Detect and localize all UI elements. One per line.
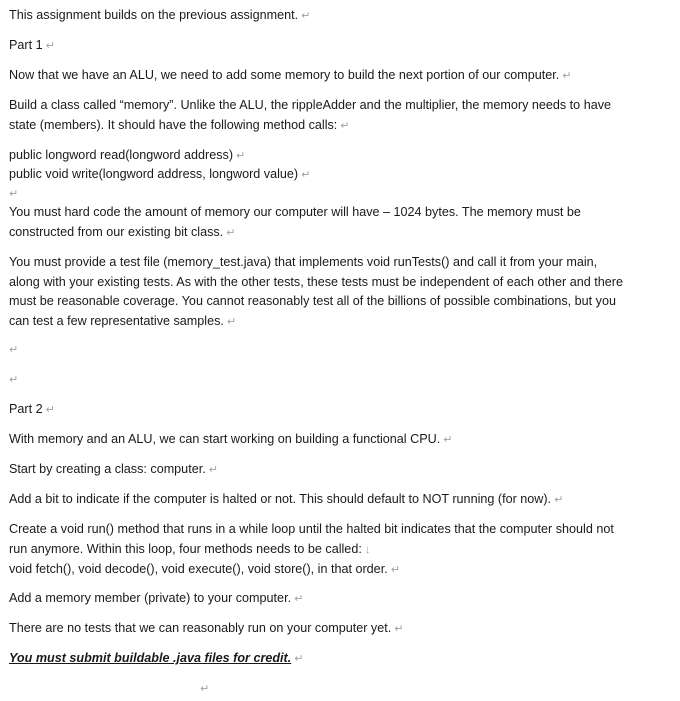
test-file-paragraph xyxy=(9,253,624,332)
no-tests-text: There are no tests that we can reasonably run on your computer yet. xyxy=(9,621,392,635)
method-write-text: public void write(longword address, longword value) xyxy=(9,167,299,181)
paragraph-mark-icon: ↵ xyxy=(554,494,564,506)
paragraph-mark-icon: ↵ xyxy=(340,119,350,132)
part1-heading-text: Part 1 xyxy=(9,38,43,52)
part2-heading xyxy=(9,400,649,421)
paragraph-mark-icon: ↵ xyxy=(45,404,55,416)
halted-bit-text: Add a bit to indicate if the computer is halted or not. This should default to NOT running (for now). xyxy=(9,492,552,506)
paragraph-mark-icon: ↵ xyxy=(208,464,218,476)
submit-text: You must submit buildable .java files for credit. xyxy=(9,651,292,665)
build-class-text: Build a class called “memory”. Unlike the ALU, the rippleAdder and the multiplier, the memory needs to have state (members). It should have the following method calls: xyxy=(9,98,611,132)
paragraph-mark-icon: ↵ xyxy=(9,344,19,356)
paragraph-mark-icon: ↵ xyxy=(45,40,55,52)
empty-paragraph xyxy=(9,370,649,391)
paragraph-mark-icon: ↵ xyxy=(236,150,246,162)
paragraph-mark-icon: ↵ xyxy=(390,564,400,577)
method-write-line xyxy=(9,165,649,186)
method-read-text: public longword read(longword address) xyxy=(9,148,234,162)
paragraph-mark-icon: ↵ xyxy=(200,683,210,695)
paragraph-mark-icon: ↵ xyxy=(301,169,311,181)
build-class-paragraph xyxy=(9,96,639,136)
empty-paragraph xyxy=(9,184,649,205)
paragraph-mark-icon: ↵ xyxy=(9,188,19,200)
intro-text: This assignment builds on the previous assignment. xyxy=(9,8,299,22)
paragraph-mark-icon: ↵ xyxy=(562,70,572,82)
test-file-text: You must provide a test file (memory_test.java) that implements void runTests() and call it from your main, along with your existing tests. As with the other tests, these tests must be independent of each other and there must be reasonable coverage. You cannot reasonably test all of the billions of possible combinations, but you can test a few representative samples. xyxy=(9,255,623,328)
part1-heading xyxy=(9,36,649,57)
alu-intro-text: Now that we have an ALU, we need to add some memory to build the next portion of our computer. xyxy=(9,68,560,82)
empty-paragraph xyxy=(200,679,240,700)
run-method-paragraph xyxy=(9,520,619,581)
paragraph-mark-icon: ↵ xyxy=(301,10,311,22)
paragraph-mark-icon: ↵ xyxy=(226,315,237,328)
submit-paragraph xyxy=(9,649,649,670)
cpu-intro-text: With memory and an ALU, we can start working on building a functional CPU. xyxy=(9,432,441,446)
hardcode-text: You must hard code the amount of memory our computer will have – 1024 bytes. The memory must be constructed from our existing bit class. xyxy=(9,205,581,239)
line-break-mark-icon: ↓ xyxy=(364,543,371,556)
paragraph-mark-icon: ↵ xyxy=(226,226,236,239)
part2-heading-text: Part 2 xyxy=(9,402,43,416)
method-read-line xyxy=(9,146,649,167)
paragraph-mark-icon: ↵ xyxy=(443,434,453,446)
memory-member-paragraph xyxy=(9,589,649,610)
intro-paragraph xyxy=(9,6,649,27)
start-class-paragraph xyxy=(9,460,649,481)
paragraph-mark-icon: ↵ xyxy=(9,374,19,386)
empty-paragraph xyxy=(9,340,649,361)
start-class-text: Start by creating a class: computer. xyxy=(9,462,206,476)
paragraph-mark-icon: ↵ xyxy=(294,653,304,665)
cpu-intro-paragraph xyxy=(9,430,649,451)
hardcode-paragraph xyxy=(9,203,639,243)
paragraph-mark-icon: ↵ xyxy=(294,593,304,605)
no-tests-paragraph xyxy=(9,619,649,640)
run-method-text-2: void fetch(), void decode(), void execute(), void store(), in that order. xyxy=(9,562,388,577)
memory-member-text: Add a memory member (private) to your computer. xyxy=(9,591,292,605)
run-method-text-1: Create a void run() method that runs in a while loop until the halted bit indicates that the computer should not run anymore. Within this loop, four methods needs to be called: xyxy=(9,522,614,556)
halted-bit-paragraph xyxy=(9,490,649,511)
alu-intro-paragraph xyxy=(9,66,649,87)
paragraph-mark-icon: ↵ xyxy=(394,623,404,635)
